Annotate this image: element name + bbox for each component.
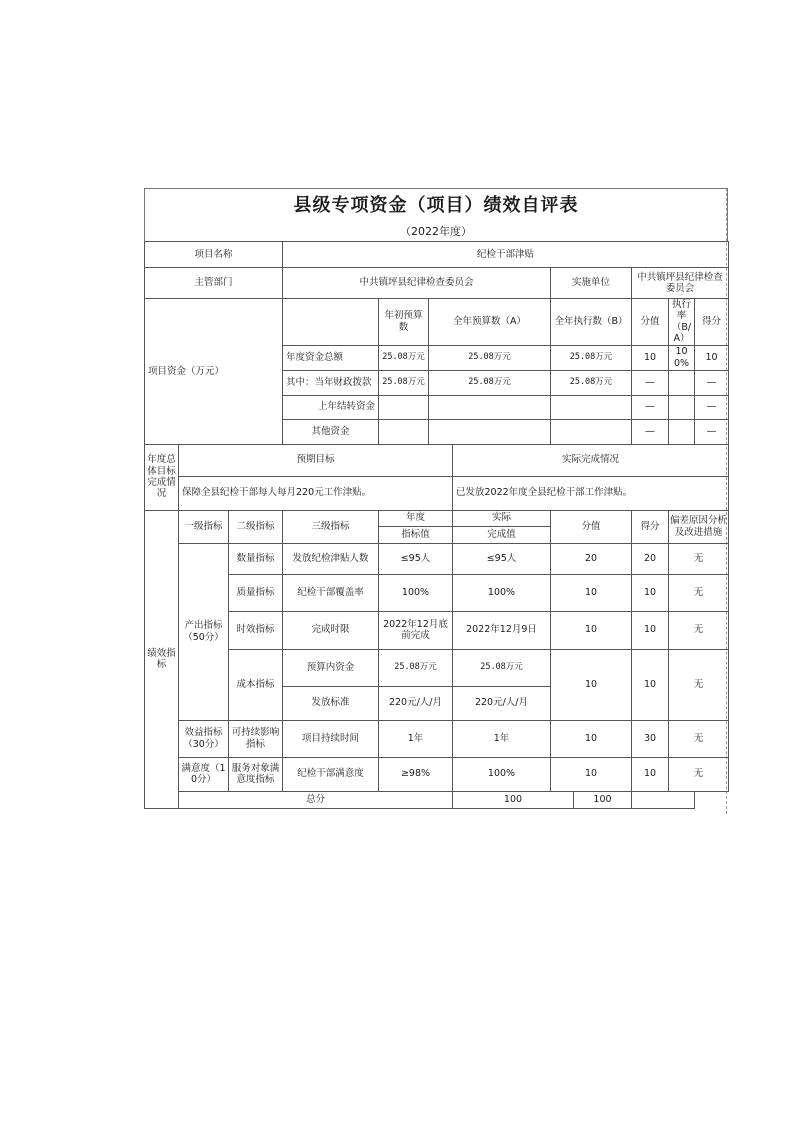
header-level3: 三级指标	[283, 510, 379, 543]
funds-row-score: —	[695, 419, 729, 444]
actual-cell: 25.08万元	[453, 649, 551, 686]
funds-row-score-value: —	[632, 370, 669, 395]
total-score: 100	[574, 791, 632, 808]
level2-cell: 数量指标	[229, 543, 283, 574]
funds-row-initial	[379, 395, 429, 419]
score-cell: 20	[632, 543, 669, 574]
actual-cell: 100%	[453, 757, 551, 791]
header-actual-bottom: 完成值	[453, 526, 551, 543]
funds-row-score: —	[695, 370, 729, 395]
score-cell: 30	[632, 720, 669, 757]
header-score: 得分	[632, 510, 669, 543]
score-value-cell: 10	[551, 757, 632, 791]
indicators-section-label: 绩效指标	[145, 510, 179, 808]
level2-cell: 服务对象满意度指标	[229, 757, 283, 791]
funds-row-label: 其他资金	[283, 419, 379, 444]
impl-value: 中共镇坪县纪律检查委员会	[632, 268, 729, 299]
funds-row-executed: 25.08万元	[551, 345, 632, 370]
funds-row-rate	[669, 419, 695, 444]
score-value-cell: 10	[551, 574, 632, 611]
funds-row-initial	[379, 419, 429, 444]
actual-cell: 1年	[453, 720, 551, 757]
level2-cell: 质量指标	[229, 574, 283, 611]
level3-cell: 预算内资金	[283, 649, 379, 686]
level3-cell: 发放标准	[283, 686, 379, 720]
target-cell: 25.08万元	[379, 649, 453, 686]
funds-header-initial: 年初预算数	[379, 299, 429, 346]
funds-row-score: 10	[695, 345, 729, 370]
actual-cell: 100%	[453, 574, 551, 611]
level2-cell: 成本指标	[229, 649, 283, 720]
analysis-cell: 无	[669, 574, 729, 611]
total-score-value: 100	[453, 791, 574, 808]
satisfaction-indicator-label: 满意度（10分）	[179, 757, 229, 791]
total-analysis-blank	[632, 791, 695, 808]
header-level1: 一级指标	[179, 510, 229, 543]
level3-cell: 纪检干部覆盖率	[283, 574, 379, 611]
project-name-value: 纪检干部津贴	[283, 242, 729, 268]
level3-cell: 完成时限	[283, 611, 379, 649]
funds-row-executed	[551, 419, 632, 444]
analysis-cell: 无	[669, 757, 729, 791]
funds-row-label: 上年结转资金	[283, 395, 379, 419]
target-cell: 1年	[379, 720, 453, 757]
analysis-cell: 无	[669, 611, 729, 649]
funds-header-score: 得分	[695, 299, 729, 346]
goals-actual-value: 已发放2022年度全县纪检干部工作津贴。	[453, 476, 729, 510]
dept-label: 主管部门	[145, 268, 283, 299]
output-indicator-label: 产出指标（50分）	[179, 543, 229, 720]
score-cell: 10	[632, 649, 669, 720]
funds-header-exec-rate: 执行率（B/A）	[669, 299, 695, 346]
form-year: （2022年度）	[144, 223, 728, 241]
funds-header-blank	[283, 299, 379, 346]
header-score-value: 分值	[551, 510, 632, 543]
funds-row-score-value: —	[632, 395, 669, 419]
level3-cell: 项目持续时间	[283, 720, 379, 757]
score-value-cell: 10	[551, 611, 632, 649]
level2-cell: 时效指标	[229, 611, 283, 649]
funds-header-score-value: 分值	[632, 299, 669, 346]
level3-cell: 发放纪检津贴人数	[283, 543, 379, 574]
funds-header-annual: 全年预算数（A）	[429, 299, 551, 346]
funds-row-rate: 100%	[669, 345, 695, 370]
impl-label: 实施单位	[551, 268, 632, 299]
score-value-cell: 10	[551, 649, 632, 720]
dept-value: 中共镇坪县纪律检查委员会	[283, 268, 551, 299]
project-name-label: 项目名称	[145, 242, 283, 268]
target-cell: 2022年12月底前完成	[379, 611, 453, 649]
header-year-top: 年度	[379, 510, 453, 526]
target-cell: ≥98%	[379, 757, 453, 791]
goals-expected-label: 预期目标	[179, 444, 453, 476]
funds-row-label: 年度资金总额	[283, 345, 379, 370]
analysis-cell: 无	[669, 649, 729, 720]
header-actual-top: 实际	[453, 510, 551, 526]
funds-row-executed: 25.08万元	[551, 370, 632, 395]
funds-row-initial: 25.08万元	[379, 370, 429, 395]
target-cell: 100%	[379, 574, 453, 611]
score-cell: 10	[632, 757, 669, 791]
funds-row-rate	[669, 370, 695, 395]
benefit-indicator-label: 效益指标（30分）	[179, 720, 229, 757]
header-level2: 二级指标	[229, 510, 283, 543]
funds-row-annual: 25.08万元	[429, 345, 551, 370]
evaluation-form	[144, 188, 728, 809]
score-cell: 10	[632, 611, 669, 649]
funds-row-executed	[551, 395, 632, 419]
form-title: 县级专项资金（项目）绩效自评表	[144, 188, 728, 223]
analysis-cell: 无	[669, 720, 729, 757]
total-label: 总分	[179, 791, 453, 808]
funds-row-score-value: 10	[632, 345, 669, 370]
evaluation-table	[144, 241, 729, 809]
level2-cell: 可持续影响指标	[229, 720, 283, 757]
score-value-cell: 20	[551, 543, 632, 574]
goals-actual-label: 实际完成情况	[453, 444, 729, 476]
funds-header-executed: 全年执行数（B）	[551, 299, 632, 346]
funds-row-annual: 25.08万元	[429, 370, 551, 395]
score-cell: 10	[632, 574, 669, 611]
score-value-cell: 10	[551, 720, 632, 757]
funds-section-label: 项目资金（万元）	[145, 299, 283, 445]
goals-section-label: 年度总体目标完成情况	[145, 444, 179, 510]
target-cell: ≤95人	[379, 543, 453, 574]
level3-cell: 纪检干部满意度	[283, 757, 379, 791]
actual-cell: 220元/人/月	[453, 686, 551, 720]
funds-row-rate	[669, 395, 695, 419]
analysis-cell: 无	[669, 543, 729, 574]
header-analysis: 偏差原因分析及改进措施	[669, 510, 729, 543]
funds-row-score: —	[695, 395, 729, 419]
actual-cell: 2022年12月9日	[453, 611, 551, 649]
funds-row-score-value: —	[632, 419, 669, 444]
funds-row-annual	[429, 395, 551, 419]
goals-expected-value: 保障全县纪检干部每人每月220元工作津贴。	[179, 476, 453, 510]
funds-row-annual	[429, 419, 551, 444]
actual-cell: ≤95人	[453, 543, 551, 574]
header-year-bottom: 指标值	[379, 526, 453, 543]
target-cell: 220元/人/月	[379, 686, 453, 720]
funds-row-initial: 25.08万元	[379, 345, 429, 370]
funds-row-label: 其中：当年财政拨款	[283, 370, 379, 395]
